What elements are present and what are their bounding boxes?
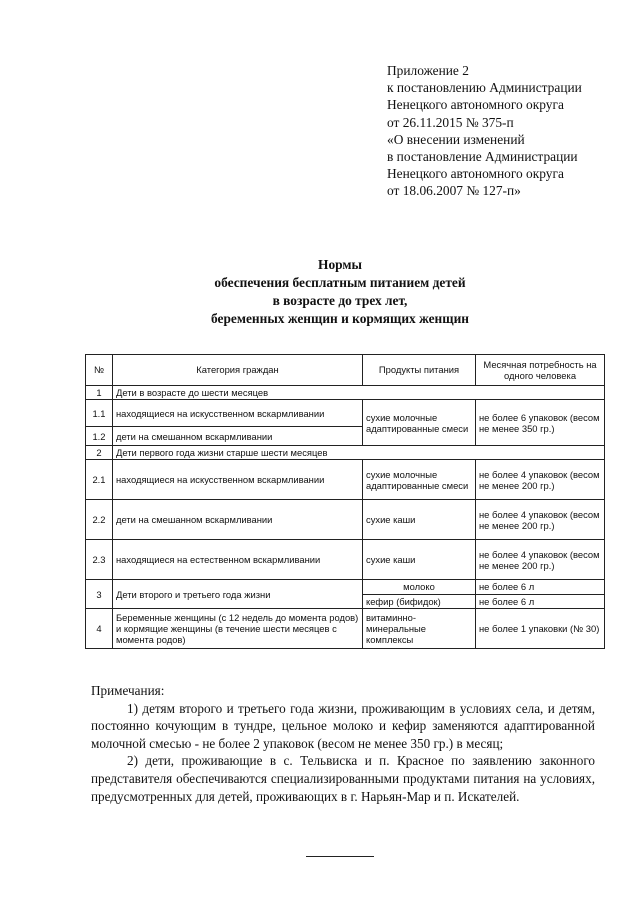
table-row [86,460,605,500]
title-line: обеспечения бесплатным питанием детей [214,275,466,290]
appendix-line: «О внесении изменений [387,131,525,147]
cell-monthly: не более 1 упаковки (№ 30) [476,608,605,648]
notes-section [91,682,595,805]
header-monthly: Месячная потребность на одного человека [476,355,605,386]
cell-num: 1.1 [86,400,113,427]
norms-table [85,354,605,649]
title-line: в возрасте до трех лет, [272,293,408,308]
cell-monthly: не более 4 упаковок (весом не менее 200 гр.) [476,540,605,580]
cell-category: находящиеся на естественном вскармливании [113,540,363,580]
cell-products: молоко [363,580,476,594]
appendix-line: Ненецкого автономного округа [387,97,564,113]
cell-monthly: не более 6 л [476,580,605,594]
cell-category: Беременные женщины (с 12 недель до момента родов) и кормящие женщины (в течение шести месяцев с момента родов) [113,608,363,648]
cell-products: сухие молочные адаптированные смеси [363,400,476,446]
title-line: беременных женщин и кормящих женщин [210,311,470,326]
table-row [86,500,605,540]
cell-section: Дети в возрасте до шести месяцев [113,386,605,400]
table-row [86,608,605,648]
appendix-line: в постановление Администрации [387,149,578,165]
appendix-line: от 26.11.2015 № 375-п [387,114,514,130]
cell-products: витаминно-минеральные комплексы [363,608,476,648]
closing-divider [306,856,374,857]
cell-category: находящиеся на искусственном вскармливании [113,400,363,427]
title-line: Нормы [318,257,362,272]
cell-products: сухие молочные адаптированные смеси [363,460,476,500]
cell-num: 2.3 [86,540,113,580]
appendix-line: от 18.06.2007 № 127-п» [387,183,521,199]
appendix-line: Ненецкого автономного округа [387,166,564,182]
note-item: 2) дети, проживающие в с. Тельвиска и п. Красное по заявлению законного представителя обеспечиваются специализированными продуктами питания на условиях, предусмотренных для детей, проживающих в г. Нарьян-Мар и п. Искателей. [91,753,595,804]
cell-category: находящиеся на искусственном вскармливании [113,460,363,500]
appendix-line: Приложение 2 [387,63,469,78]
table-row [86,540,605,580]
header-num: № [86,355,113,386]
table-row [86,446,605,460]
cell-monthly: не более 6 упаковок (весом не менее 350 гр.) [476,400,605,446]
cell-num: 2.2 [86,500,113,540]
cell-monthly: не более 4 упаковок (весом не менее 200 гр.) [476,500,605,540]
cell-num: 3 [86,580,113,608]
appendix-line: к постановлению Администрации [387,80,582,96]
cell-num: 4 [86,608,113,648]
cell-products: сухие каши [363,500,476,540]
table-header-row [86,355,605,386]
cell-category: дети на смешанном вскармливании [113,427,363,446]
header-products: Продукты питания [363,355,476,386]
note-item: 1) детям второго и третьего года жизни, проживающим в условиях села, и детям, постоянно кочующим в тундре, цельное молоко и кефир заменяются адаптированной молочной смесью - не более 2 упаковок (весом не менее 350 гр.) в месяц; [91,700,595,751]
header-category: Категория граждан [113,355,363,386]
document-title [140,256,540,328]
cell-section: Дети первого года жизни старше шести месяцев [113,446,605,460]
table-row [86,580,605,594]
cell-num: 2 [86,446,113,460]
cell-products: сухие каши [363,540,476,580]
cell-category: дети на смешанном вскармливании [113,500,363,540]
cell-category: Дети второго и третьего года жизни [113,580,363,608]
cell-num: 1 [86,386,113,400]
cell-monthly: не более 6 л [476,594,605,608]
appendix-header [387,62,632,200]
cell-num: 1.2 [86,427,113,446]
notes-heading: Примечания: [91,683,165,698]
table-row [86,400,605,427]
table-row [86,386,605,400]
cell-monthly: не более 4 упаковок (весом не менее 200 гр.) [476,460,605,500]
cell-products: кефир (бифидок) [363,594,476,608]
cell-num: 2.1 [86,460,113,500]
